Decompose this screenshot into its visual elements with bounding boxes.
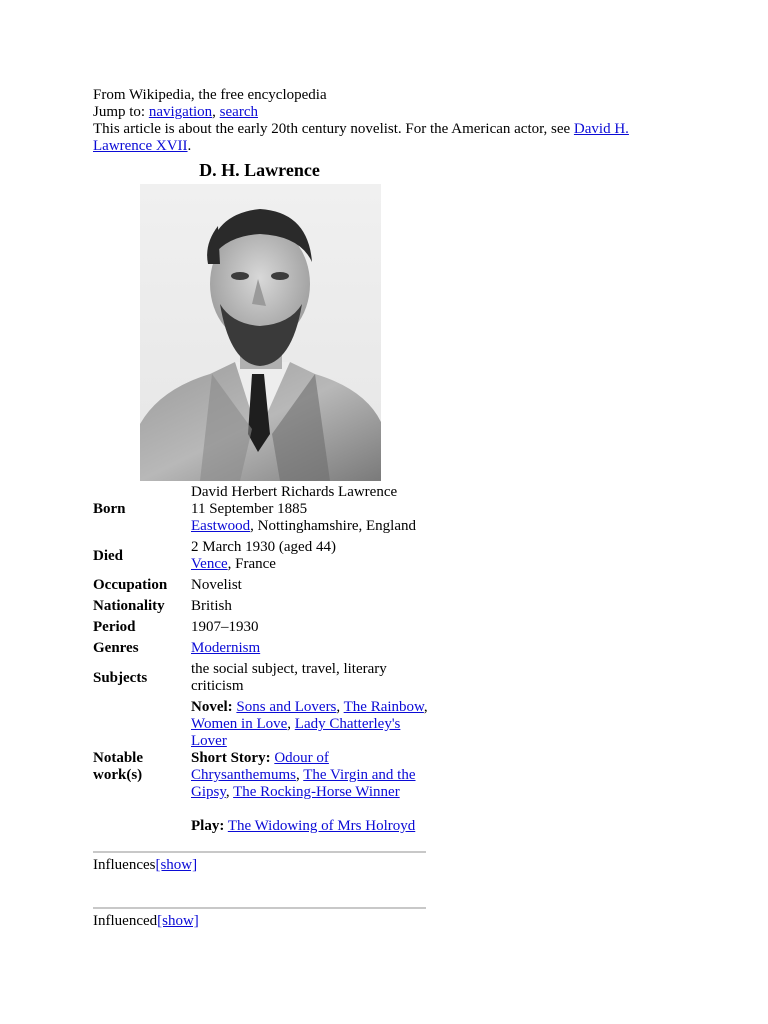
birth-place <box>191 518 433 535</box>
infobox-row-died <box>93 539 433 577</box>
portrait-image <box>140 184 381 481</box>
jump-separator: , <box>212 104 220 120</box>
work-link-rocking-horse-winner[interactable]: The Rocking-Horse Winner <box>233 784 400 800</box>
infobox-row-notable-works <box>93 699 433 839</box>
born-label: Born <box>93 501 126 517</box>
disambiguation-link-part1[interactable]: David H. <box>573 121 629 137</box>
subjects-label: Subjects <box>93 669 148 686</box>
work-link-virgin-and-the-gipsy[interactable]: The Virgin and the Gipsy <box>191 767 416 800</box>
divider <box>93 851 426 853</box>
genres-label: Genres <box>93 640 139 656</box>
play-label: Play: <box>191 818 225 834</box>
subjects-value: the social subject, travel, literary criticism <box>191 661 387 694</box>
jump-to-line <box>93 104 673 121</box>
work-link-widowing-of-mrs-holroyd[interactable]: The Widowing of Mrs Holroyd <box>227 818 416 834</box>
birth-name: David Herbert Richards Lawrence <box>191 484 398 500</box>
influences-show-toggle[interactable]: [show] <box>155 857 198 873</box>
influenced-show-toggle[interactable]: [show] <box>157 913 199 929</box>
divider <box>93 907 426 909</box>
occupation-label: Occupation <box>93 577 168 593</box>
infobox-row-subjects <box>93 661 433 699</box>
play-list <box>191 818 433 835</box>
infobox-row-occupation <box>93 577 433 598</box>
search-link[interactable]: search <box>219 104 258 120</box>
influenced-label: Influenced <box>93 913 158 929</box>
navigation-link[interactable]: navigation <box>148 104 213 120</box>
eastwood-link[interactable]: Eastwood <box>191 518 251 534</box>
short-story-list: Short Story: Odour of Chrysanthemums, The Virgin and the Gipsy, The Rocking-Horse Winner <box>191 750 416 800</box>
novel-label: Novel: <box>191 699 233 715</box>
period-value: 1907–1930 <box>191 619 259 635</box>
hatnote-end: . <box>187 138 192 154</box>
hatnote <box>93 121 673 138</box>
died-label: Died <box>93 547 123 564</box>
jump-prefix: Jump to: <box>93 104 149 120</box>
portrait-photo <box>140 184 381 481</box>
influences-label: Influences <box>93 857 156 873</box>
page-title: D. H. Lawrence <box>199 160 320 180</box>
work-link-odour-of-chrysanthemums[interactable]: Odour of Chrysanthemums <box>191 750 329 783</box>
infobox-row-born <box>93 484 433 539</box>
novel-list: Novel: Sons and Lovers, The Rainbow, Women in Love, Lady Chatterley's Lover <box>191 699 428 749</box>
tagline: From Wikipedia, the free encyclopedia <box>93 87 327 103</box>
period-label: Period <box>93 619 136 635</box>
notable-works-label: Notable work(s) <box>93 750 143 783</box>
work-link-women-in-love[interactable]: Women in Love <box>191 716 288 732</box>
occupation-value: Novelist <box>191 577 242 593</box>
infobox <box>93 484 433 839</box>
influenced-row <box>93 913 199 930</box>
influences-row <box>93 857 197 874</box>
birth-date: 11 September 1885 <box>191 501 308 517</box>
death-place-rest: , France <box>227 556 276 572</box>
disambiguation-link-part2[interactable]: Lawrence XVII <box>93 138 188 154</box>
nationality-value: British <box>191 598 232 614</box>
hatnote-line2 <box>93 138 673 155</box>
hatnote-text: This article is about the early 20th century novelist. For the American actor, see <box>93 121 574 137</box>
infobox-row-nationality <box>93 598 433 619</box>
work-link-lady-chatterleys-lover[interactable]: Lady Chatterley's Lover <box>191 716 401 749</box>
modernism-link[interactable]: Modernism <box>191 640 261 656</box>
intro-block <box>93 87 673 155</box>
death-date: 2 March 1930 (aged 44) <box>191 539 336 555</box>
short-story-label: Short Story: <box>191 750 271 766</box>
infobox-row-genres <box>93 640 433 661</box>
work-link-sons-and-lovers[interactable]: Sons and Lovers <box>236 699 337 715</box>
vence-link[interactable]: Vence <box>191 556 228 572</box>
work-link-the-rainbow[interactable]: The Rainbow <box>343 699 424 715</box>
infobox-row-period <box>93 619 433 640</box>
death-place <box>191 556 433 573</box>
nationality-label: Nationality <box>93 598 165 614</box>
birth-place-rest: , Nottinghamshire, England <box>250 518 416 534</box>
